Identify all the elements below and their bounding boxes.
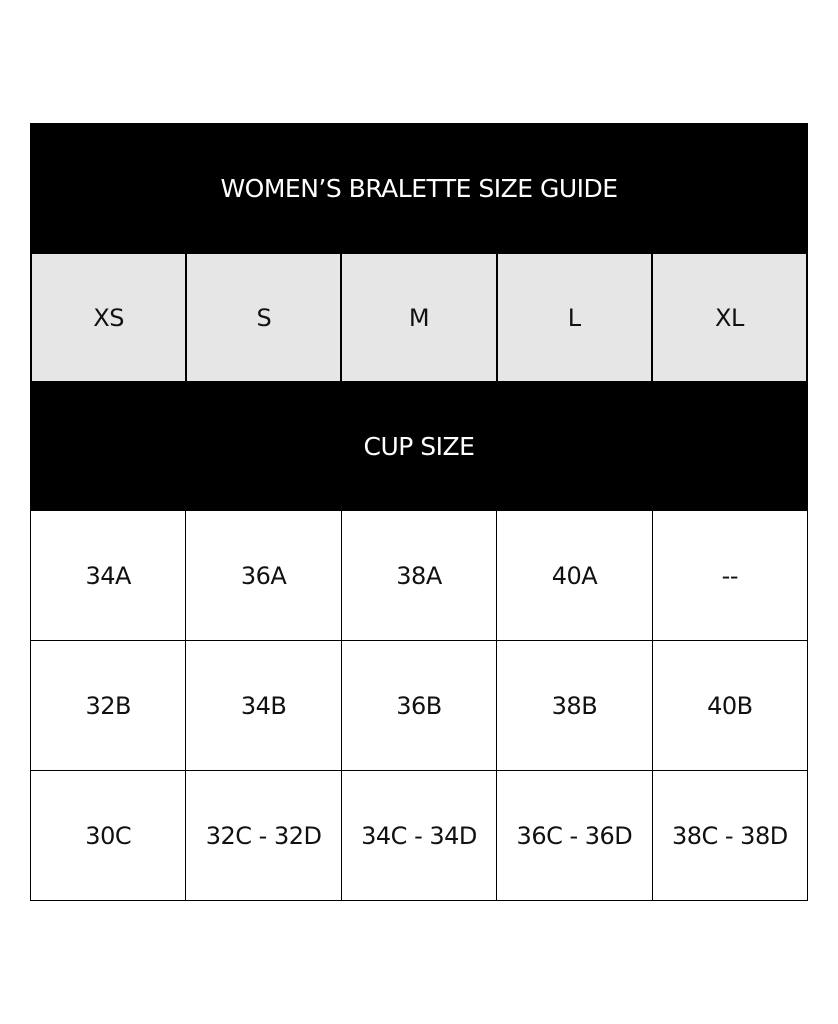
size-header-row — [31, 253, 807, 382]
cup-size-heading: CUP SIZE — [31, 382, 807, 511]
cup-cell: 38B — [496, 641, 651, 770]
cup-cell: 34C - 34D — [341, 771, 496, 900]
size-cell-m: M — [342, 254, 495, 381]
cup-cell: 32C - 32D — [185, 771, 340, 900]
cup-row-a — [31, 511, 807, 641]
cup-cell: 34A — [31, 511, 185, 640]
cup-cell: 40A — [496, 511, 651, 640]
cup-cell: 36A — [185, 511, 340, 640]
size-guide-table — [30, 123, 808, 901]
cup-cell: 34B — [185, 641, 340, 770]
cup-row-b — [31, 641, 807, 771]
cup-cell: 36C - 36D — [496, 771, 651, 900]
cup-cell: 36B — [341, 641, 496, 770]
cup-row-c — [31, 771, 807, 900]
cup-cell: 30C — [31, 771, 185, 900]
cup-cell: 32B — [31, 641, 185, 770]
cup-cell: -- — [652, 511, 807, 640]
cup-cell: 40B — [652, 641, 807, 770]
guide-title: WOMEN’S BRALETTE SIZE GUIDE — [31, 124, 807, 253]
size-cell-xs: XS — [32, 254, 185, 381]
size-cell-xl: XL — [653, 254, 806, 381]
cup-cell: 38A — [341, 511, 496, 640]
size-cell-s: S — [187, 254, 340, 381]
cup-cell: 38C - 38D — [652, 771, 807, 900]
size-cell-l: L — [498, 254, 651, 381]
